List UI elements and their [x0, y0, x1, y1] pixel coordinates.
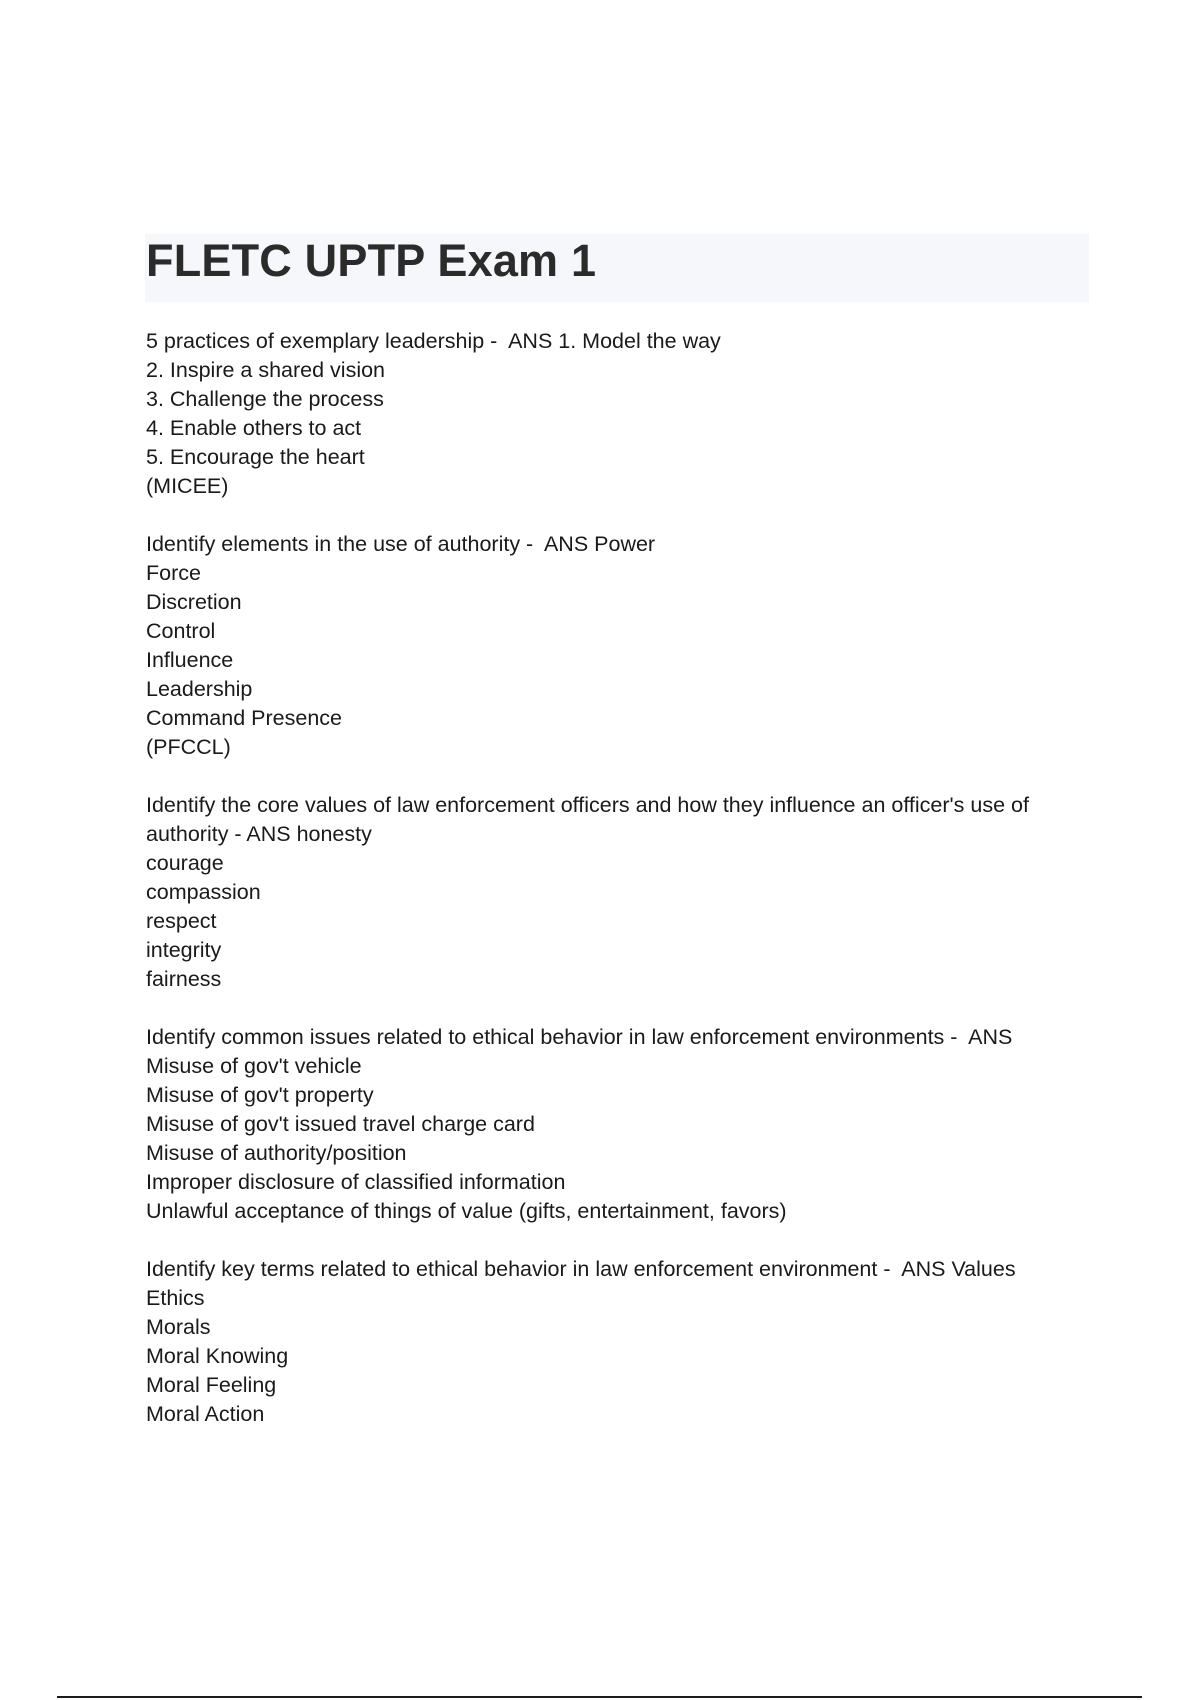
- answer-line: Force: [146, 561, 201, 585]
- answer-line: Moral Feeling: [146, 1373, 277, 1397]
- qa-item-leadership-practices: [146, 327, 1086, 501]
- answer-line: Command Presence: [146, 706, 342, 730]
- answer-line: Moral Knowing: [146, 1344, 289, 1368]
- qa-list: [146, 327, 1086, 1458]
- question-line: Identify key terms related to ethical behavior in law enforcement environment - ANS Values: [146, 1257, 1016, 1281]
- qa-item-ethics-key-terms: [146, 1255, 1086, 1429]
- answer-line: compassion: [146, 880, 261, 904]
- answer-line: Moral Action: [146, 1402, 265, 1426]
- footer-divider: [57, 1696, 1142, 1698]
- answer-line: Morals: [146, 1315, 211, 1339]
- answer-line: Unlawful acceptance of things of value (gifts, entertainment, favors): [146, 1199, 787, 1223]
- question-line: Identify elements in the use of authority - ANS Power: [146, 532, 656, 556]
- answer-line: Misuse of authority/position: [146, 1141, 407, 1165]
- answer-line: (MICEE): [146, 474, 229, 498]
- answer-line: Improper disclosure of classified information: [146, 1170, 566, 1194]
- answer-line: Misuse of gov't issued travel charge card: [146, 1112, 535, 1136]
- answer-line: Influence: [146, 648, 234, 672]
- qa-item-ethical-issues: [146, 1023, 1086, 1226]
- answer-line: respect: [146, 909, 217, 933]
- question-line: 5 practices of exemplary leadership - ANS 1. Model the way: [146, 329, 721, 353]
- answer-line: Leadership: [146, 677, 253, 701]
- answer-line: 5. Encourage the heart: [146, 445, 365, 469]
- question-line: Identify common issues related to ethical behavior in law enforcement environments - ANS: [146, 1025, 1013, 1049]
- page-title: FLETC UPTP Exam 1: [146, 235, 597, 286]
- answer-line: Discretion: [146, 590, 242, 614]
- answer-line: integrity: [146, 938, 222, 962]
- answer-line: 4. Enable others to act: [146, 416, 362, 440]
- answer-line: Misuse of gov't property: [146, 1083, 374, 1107]
- answer-line: Misuse of gov't vehicle: [146, 1054, 362, 1078]
- answer-line: 2. Inspire a shared vision: [146, 358, 386, 382]
- answer-line: (PFCCL): [146, 735, 231, 759]
- qa-item-core-values: [146, 791, 1086, 994]
- qa-item-authority-elements: [146, 530, 1086, 762]
- answer-line: Ethics: [146, 1286, 205, 1310]
- answer-line: fairness: [146, 967, 222, 991]
- question-line: Identify the core values of law enforcement officers and how they influence an officer's use of authority - ANS honesty: [146, 793, 1029, 846]
- answer-line: courage: [146, 851, 224, 875]
- answer-line: 3. Challenge the process: [146, 387, 384, 411]
- answer-line: Control: [146, 619, 216, 643]
